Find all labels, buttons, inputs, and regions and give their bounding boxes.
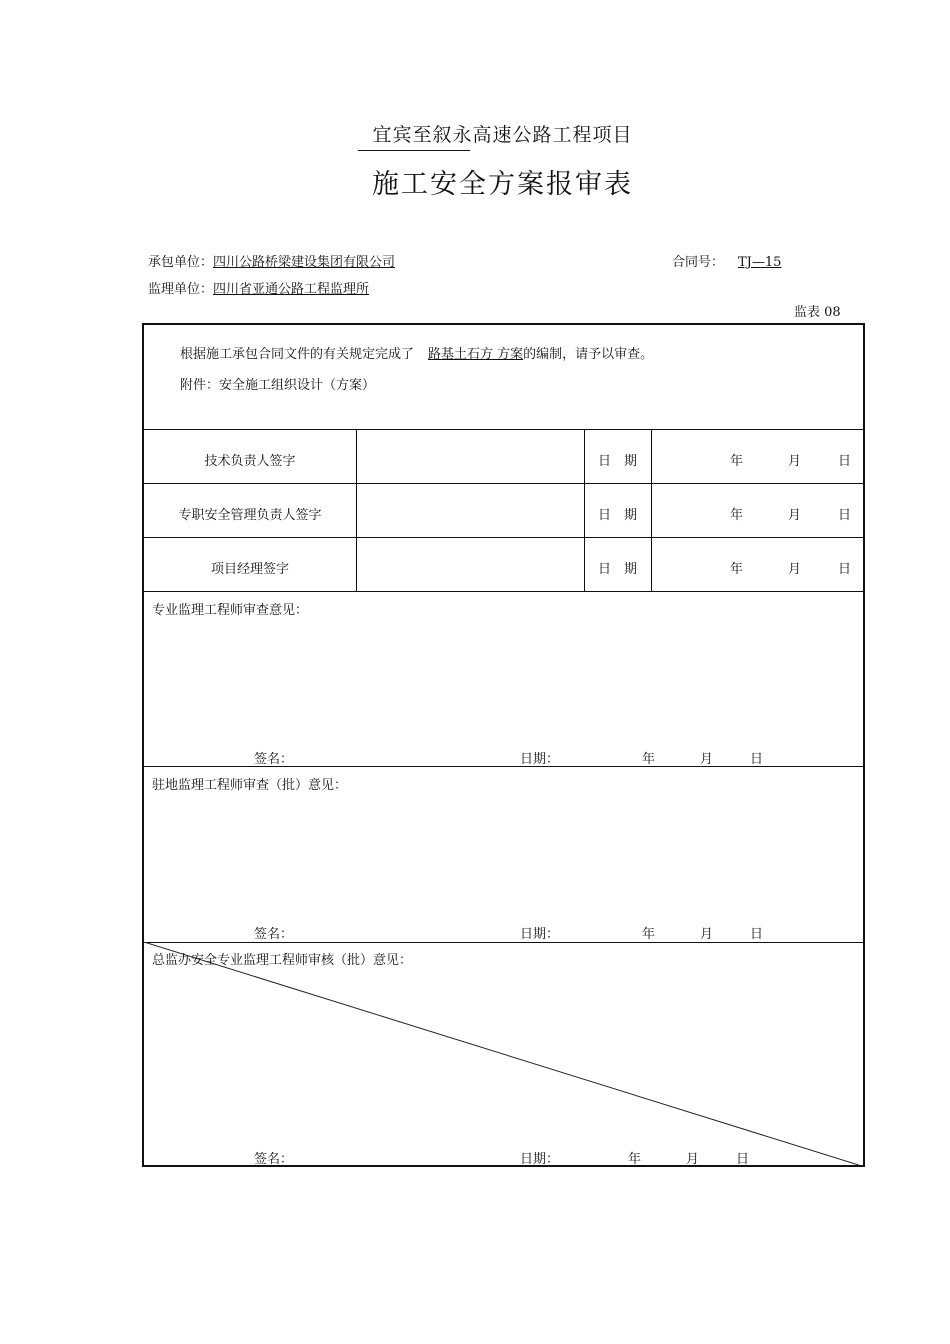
day-label: 日: [750, 752, 764, 767]
divider: [144, 483, 863, 484]
attachment-line: 附件：安全施工组织设计（方案）: [180, 378, 376, 393]
contractor-value: 四川公路桥梁建设集团有限公司: [213, 255, 396, 270]
project-title-text: 宜宾至叙永高速公路工程项目: [372, 124, 633, 146]
year-label: 年: [642, 752, 656, 767]
day-label: 日: [838, 454, 852, 469]
contractor-label: 承包单位：: [148, 255, 214, 270]
date-label: 日 期: [597, 454, 637, 469]
day-label: 日: [750, 927, 764, 942]
contract-label: 合同号：: [672, 255, 725, 270]
contract-value: TJ—15: [738, 255, 782, 270]
contract-line: [672, 251, 787, 270]
column-divider: [356, 429, 357, 591]
intro-statement: [180, 343, 653, 362]
diagonal-strike: [144, 942, 865, 1167]
year-label: 年: [628, 1152, 642, 1167]
supervisor-line: [148, 278, 369, 297]
sign-role: 专职安全管理负责人签字: [178, 508, 322, 523]
plan-name: 路基土石方 方案: [428, 347, 524, 362]
day-label: 日: [838, 562, 852, 577]
opinion-title: 驻地监理工程师审查（批）意见：: [152, 778, 348, 793]
column-divider: [651, 429, 652, 591]
year-label: 年: [730, 562, 744, 577]
divider: [144, 429, 863, 430]
date-label: 日 期: [597, 562, 637, 577]
year-label: 年: [730, 454, 744, 469]
supervisor-value: 四川省亚通公路工程监理所: [213, 282, 370, 297]
month-label: 月: [686, 1152, 700, 1167]
month-label: 月: [700, 752, 714, 767]
date-label: 日期：: [520, 752, 560, 767]
form-code: 监表 08: [794, 305, 841, 320]
divider: [144, 537, 863, 538]
approval-table: [142, 323, 865, 1167]
sign-label: 签名：: [254, 752, 294, 767]
month-label: 月: [700, 927, 714, 942]
intro-text-after: 的编制，请予以审查。: [523, 347, 654, 362]
sign-label: 签名：: [254, 1152, 294, 1167]
month-label: 月: [788, 454, 802, 469]
day-label: 日: [838, 508, 852, 523]
supervisor-label: 监理单位：: [148, 282, 214, 297]
sign-label: 签名：: [254, 927, 294, 942]
form-title: 施工安全方案报审表: [372, 169, 633, 200]
date-label: 日期：: [520, 927, 560, 942]
project-title: [0, 120, 950, 147]
year-label: 年: [730, 508, 744, 523]
divider: [144, 766, 863, 767]
contractor-line: [148, 251, 395, 270]
sign-role: 项目经理签字: [210, 562, 289, 577]
divider: [144, 591, 863, 592]
sign-role: 技术负责人签字: [204, 454, 296, 469]
intro-text-before: 根据施工承包合同文件的有关规定完成了: [180, 347, 415, 362]
month-label: 月: [788, 508, 802, 523]
date-label: 日 期: [597, 508, 637, 523]
year-label: 年: [642, 927, 656, 942]
date-label: 日期：: [520, 1152, 560, 1167]
opinion-title: 总监办安全专业监理工程师审核（批）意见：: [152, 953, 413, 968]
opinion-title: 专业监理工程师审查意见：: [152, 603, 309, 618]
month-label: 月: [788, 562, 802, 577]
day-label: 日: [736, 1152, 750, 1167]
project-title-underline: [358, 150, 470, 151]
